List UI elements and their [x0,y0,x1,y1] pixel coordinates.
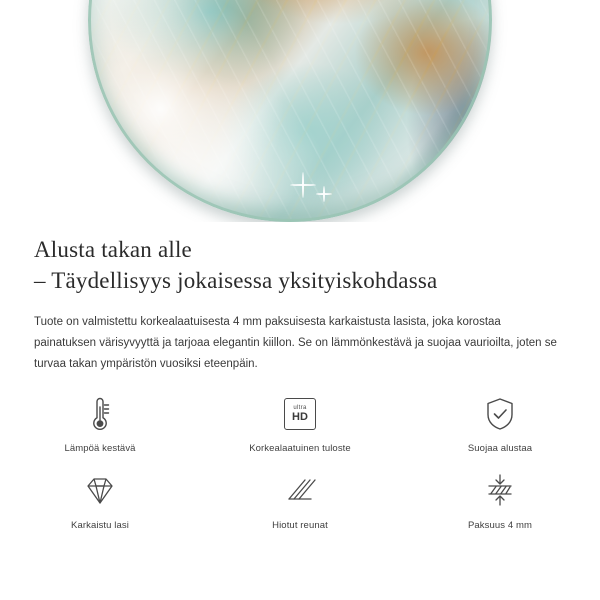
hero-image [0,0,600,222]
feature-caption: Hiotut reunat [272,520,328,531]
feature-caption: Paksuus 4 mm [467,520,533,531]
ultra-hd-badge-bottom: HD [292,411,308,423]
glass-disc-product-image [88,0,492,222]
feature-item-surface-protection [400,393,600,466]
feature-item-thickness [400,470,600,543]
description-paragraph: Tuote on valmistettu korkealaatuisesta 4 mm paksuisesta karkaistusta lasista, joka korostaa painatuksen värisyvyyttä ja tarjoaa elegantin kiillon. Se on lämmönkestävä ja suojaa vaurioilta, joten se turvaa takan ympäristön vuosiksi eteenpäin. [34,316,557,370]
ultra-hd-badge [284,398,316,430]
feature-item-tempered-glass [0,470,200,543]
thermometer-icon [80,393,120,435]
feature-item-heat-resistant [0,393,200,466]
feature-item-high-quality-print [200,393,400,466]
diamond-icon [80,470,120,512]
ultra-hd-badge-top: ultra [293,405,307,411]
feature-caption: Korkealaatuinen tuloste [249,443,351,454]
feature-caption: Karkaistu lasi [71,520,129,531]
ultra-hd-icon [284,393,316,435]
page-title [0,222,600,296]
text-content [0,222,600,375]
feature-caption: Suojaa alustaa [467,443,533,454]
shield-check-icon [482,393,518,435]
feature-grid [0,393,600,543]
thickness-arrows-icon [480,470,520,512]
headline-line-2: – Täydellisyys jokaisessa yksityiskohdassa [34,268,438,293]
headline-line-1: Alusta takan alle [34,237,192,262]
feature-item-polished-edges [200,470,400,543]
feature-caption: Lämpöä kestävä [64,443,136,454]
polished-edges-icon [280,470,320,512]
